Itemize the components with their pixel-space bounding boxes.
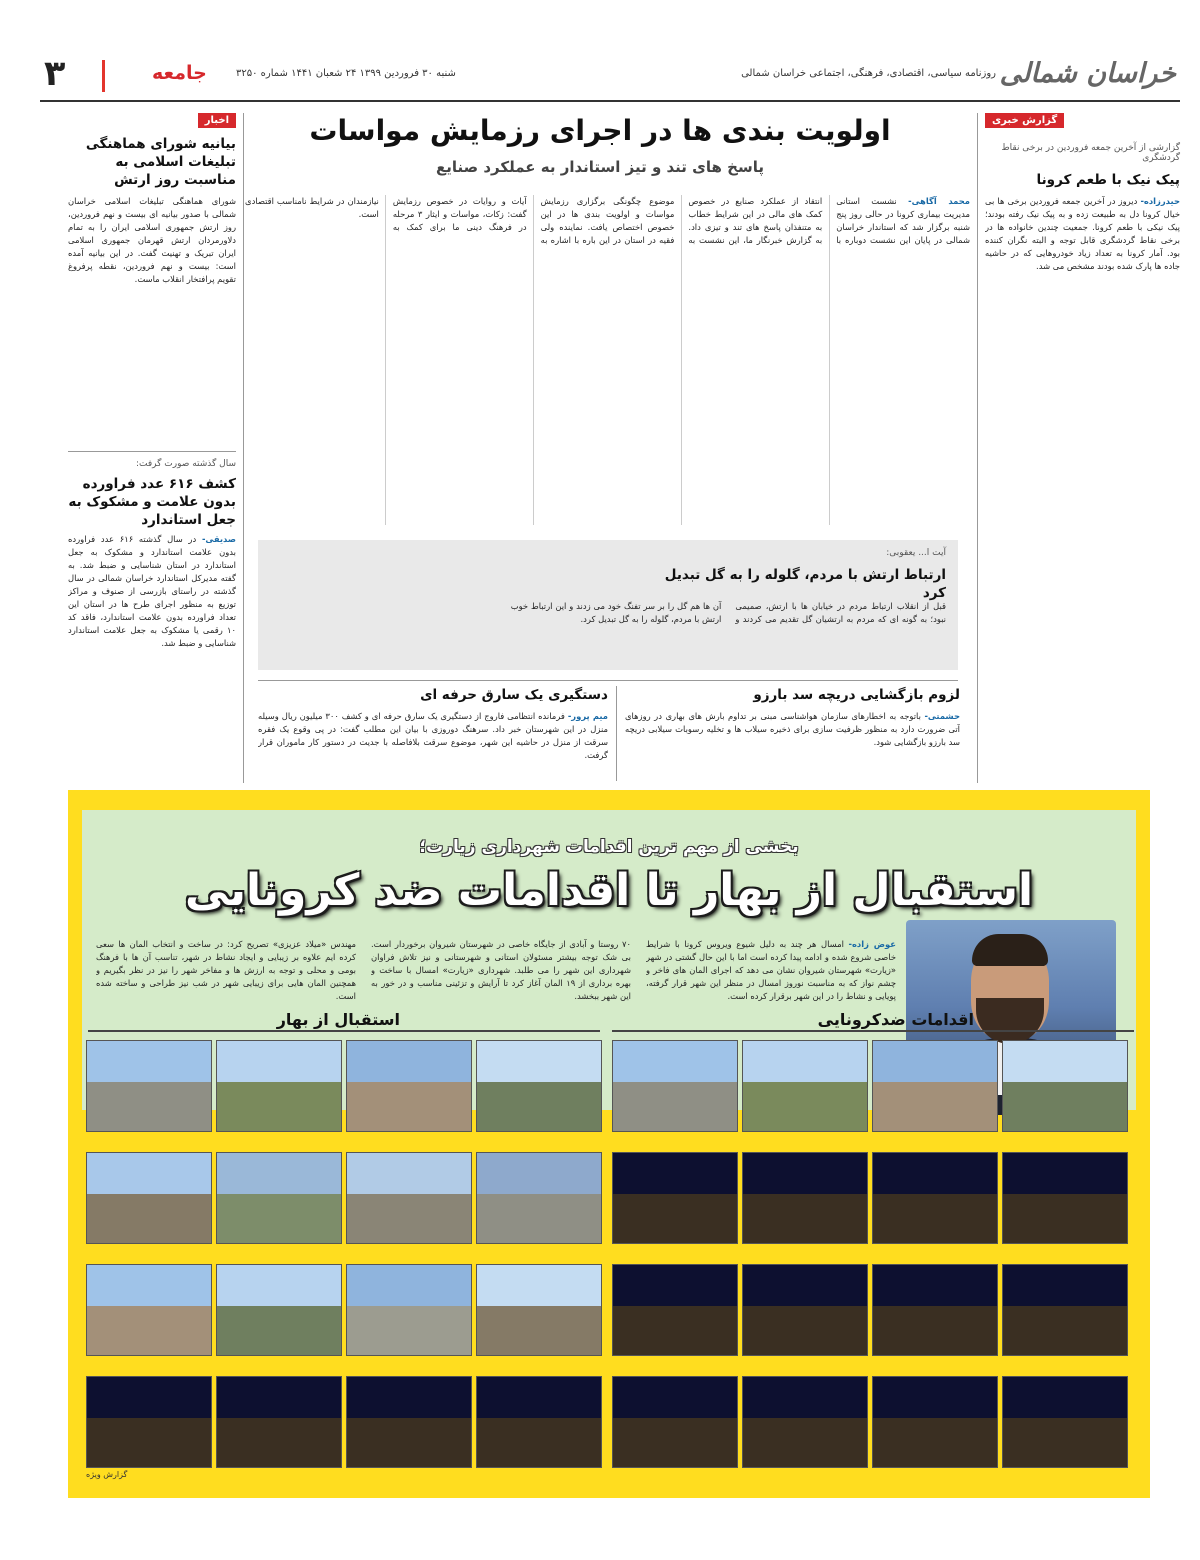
column-divider	[977, 113, 978, 783]
photo-ground	[613, 1418, 737, 1468]
section-rule-right	[612, 1030, 1134, 1032]
photo-ground	[613, 1306, 737, 1356]
photo-ground	[873, 1194, 997, 1244]
photo-sky	[477, 1377, 601, 1418]
gallery-photo	[216, 1040, 342, 1132]
photo-sky	[743, 1153, 867, 1194]
gallery-photo	[346, 1040, 472, 1132]
banner-kicker: بخشی از مهم ترین اقدامات شهرداری زیارت؛	[419, 837, 799, 857]
photo-ground	[873, 1082, 997, 1132]
photo-sky	[613, 1153, 737, 1194]
banner-byline: عوض زاده-	[848, 939, 896, 949]
photo-sky	[477, 1265, 601, 1306]
gallery-photo	[216, 1264, 342, 1356]
photo-sky	[477, 1153, 601, 1194]
photo-ground	[477, 1082, 601, 1132]
left-second-kicker: سال گذشته صورت گرفت:	[135, 459, 236, 469]
photo-sky	[347, 1153, 471, 1194]
photo-ground	[873, 1306, 997, 1356]
gallery-photo	[612, 1376, 738, 1468]
lower-left-byline: میم پرور-	[567, 711, 608, 721]
gallery-photo	[742, 1376, 868, 1468]
photo-ground	[613, 1082, 737, 1132]
main-story-body	[245, 195, 970, 525]
left-news-title: بیانیه شورای هماهنگی تبلیغات اسلامی به مناسبت روز ارتش	[85, 136, 236, 188]
section-rule-left	[88, 1030, 600, 1032]
photo-credit: گزارش ویژه	[86, 1470, 128, 1479]
photo-sky	[87, 1265, 211, 1306]
main-story-title: اولویت بندی ها در اجرای رزمایش مواسات	[309, 114, 891, 147]
gallery-photo	[1002, 1376, 1128, 1468]
right-news-tag: گزارش خبری	[985, 113, 1064, 128]
banner-col-1-text: امسال هر چند به دلیل شیوع ویروس کرونا با شرایط خاصی شروع شده و ادامه پیدا کرده است اما با این حال گشتی در شهر «زیارت» شهرستان شیروان نشان می دهد که اجرای المان های فاخر و چشم نواز که به مناسبت نوروز امسال در منظر این شهر قرار گرفته، پویایی و نشاط را در این شهر برقرار کرده است.	[646, 939, 896, 1001]
gallery-photo	[476, 1264, 602, 1356]
gallery-photo	[1002, 1264, 1128, 1356]
gallery-photo	[86, 1264, 212, 1356]
right-news-byline: حیدرزاده-	[1140, 196, 1180, 206]
photo-ground	[743, 1418, 867, 1468]
photo-sky	[347, 1041, 471, 1082]
photo-ground	[1003, 1418, 1127, 1468]
photo-sky	[613, 1377, 737, 1418]
photo-ground	[217, 1194, 341, 1244]
photo-sky	[613, 1265, 737, 1306]
left-second-byline: صدیقی-	[201, 534, 236, 544]
gallery-photo	[86, 1152, 212, 1244]
left-news-column	[68, 113, 236, 783]
quote-body: قبل از انقلاب ارتباط مردم در خیابان ها با ارتش، صمیمی نبود؛ به گونه ای که مردم به ارتشیان گل تقدیم می کردند و آن ها هم گل را بر سر تفنگ خود می زدند و این ارتباط خوب ارتش با مردم، گلوله را به گل تبدیل کرد.	[510, 601, 946, 624]
photo-ground	[613, 1194, 737, 1244]
section-heading-spring: استقبال از بهار	[276, 1010, 400, 1029]
photo-sky	[873, 1153, 997, 1194]
gallery-photo	[476, 1152, 602, 1244]
gallery-photo	[872, 1376, 998, 1468]
photo-ground	[477, 1306, 601, 1356]
gallery-photo	[742, 1264, 868, 1356]
main-story-subtitle: پاسخ های تند و تیز استاندار به عملکرد صنایع	[436, 158, 764, 176]
photo-ground	[347, 1082, 471, 1132]
gallery-photo	[742, 1152, 868, 1244]
left-second-text: در سال گذشته ۶۱۶ عدد فراورده بدون علامت استاندارد و مشکوک به جعل استاندارد در استان شناسایی و ضبط شد. به گفته مدیرکل استاندارد خراسان شمالی در سال گذشته در راستای بازرسی از صنوف و مراکز توزیع به منظور اجرای طرح ها در استان این تعداد فراورده بدون علامت استاندارد، فاقد کد ۱۰ رقمی یا مشکوک به جعل علامت استاندارد شناسایی و ضبط شد.	[68, 534, 236, 648]
gallery-photo	[742, 1040, 868, 1132]
right-news-title: پیک نیک با طعم کرونا	[1036, 172, 1180, 188]
photo-ground	[87, 1306, 211, 1356]
photo-ground	[1003, 1082, 1127, 1132]
photo-sky	[1003, 1377, 1127, 1418]
photo-sky	[217, 1265, 341, 1306]
photo-ground	[743, 1082, 867, 1132]
lower-right-byline: حشمتی-	[924, 711, 960, 721]
photo-sky	[743, 1041, 867, 1082]
gallery-photo	[612, 1264, 738, 1356]
lower-left-text: فرمانده انتظامی فاروج از دستگیری یک سارق حرفه ای و کشف ۳۰۰ میلیون ریال وسیله منزل در این شهرستان خبر داد. سرهنگ دوروزی با بیان این مطلب گفت: در پی وقوع یک فقره سرقت از منزل در حاشیه این شهر، موضوع سرقت بلافاصله با جدیت در دستور کار ماموران قرار گرفت.	[258, 711, 608, 760]
column-divider	[243, 113, 244, 783]
photo-ground	[347, 1194, 471, 1244]
lower-left-title: دستگیری یک سارق حرفه ای	[420, 687, 608, 703]
photo-ground	[87, 1082, 211, 1132]
photo-ground	[743, 1194, 867, 1244]
photo-sky	[1003, 1041, 1127, 1082]
gallery-photo	[346, 1264, 472, 1356]
photo-ground	[347, 1306, 471, 1356]
masthead	[40, 52, 1180, 102]
gallery-photo	[872, 1264, 998, 1356]
gallery-photo	[612, 1152, 738, 1244]
photo-ground	[1003, 1306, 1127, 1356]
photo-ground	[347, 1418, 471, 1468]
gallery-photo	[612, 1040, 738, 1132]
right-news-text: دیروز در آخرین جمعه فروردین برخی ها بی خیال کرونا دل به طبیعت زده و به پیک نیک رفته بودند؛ پیک نیکی با طعم کرونا. جمعیت چندین خانواده ها در برخی نقاط گردشگری قابل توجه و البته نگران کننده بود. آمار کرونا به تعداد زیاد خودروهایی که در حاشیه جاده ها پارک شده بودند مشخص می شد.	[985, 196, 1180, 271]
banner-title: استقبال از بهار تا اقدامات ضد کرونایی	[184, 865, 1034, 916]
left-second-body	[68, 533, 236, 783]
gallery-photo	[216, 1152, 342, 1244]
photo-sky	[217, 1153, 341, 1194]
photo-sky	[1003, 1153, 1127, 1194]
gallery-photo	[872, 1040, 998, 1132]
lower-right-body	[625, 710, 960, 780]
photo-ground	[217, 1418, 341, 1468]
column-divider	[616, 686, 617, 781]
photo-sky	[87, 1041, 211, 1082]
gallery-photo	[1002, 1040, 1128, 1132]
gallery-photo	[1002, 1152, 1128, 1244]
gallery-photo	[476, 1040, 602, 1132]
right-news-column	[985, 113, 1180, 783]
gallery-photo	[216, 1376, 342, 1468]
photo-sky	[87, 1153, 211, 1194]
section-heading-anti-corona: اقدامات ضدکرونایی	[817, 1010, 974, 1029]
photo-sky	[743, 1265, 867, 1306]
left-news-body: شورای هماهنگی تبلیغات اسلامی خراسان شمالی با صدور بیانیه ای بیست و نهم فروردین، روز ارتش جمهوری اسلامی ایران را به تمام دلاورمردان ارتش قهرمان جمهوری اسلامی ایران تبریک و تهنیت گفت. در این بیانیه آمده است: بیست و نهم فروردین، نقطه پرفروغ تقویم پرافتخار انقلاب ماست.	[68, 196, 236, 284]
lower-right-title: لزوم بازگشایی دریچه سد بارزو	[753, 687, 960, 703]
photo-ground	[217, 1082, 341, 1132]
banner-col-2: ۷۰ روستا و آبادی از جایگاه خاصی در شهرستان شیروان برخوردار است. بی شک توجه بیشتر مسئولان استانی و شهرستانی و نیز تلاش فراوان شهرداری این شهر را می طلبد. شهرداری «زیارت» امسال با ساخت و بهره برداری از ۱۹ المان آغاز کرد تا آرایش و تزئینی مناسب و در خور به این شهر ببخشد.	[371, 939, 631, 1001]
section-name: جامعه	[152, 62, 207, 84]
photo-sky	[613, 1041, 737, 1082]
photo-sky	[217, 1377, 341, 1418]
gallery-photo	[476, 1376, 602, 1468]
quote-box	[258, 540, 958, 670]
main-story-byline: محمد آگاهی-	[908, 196, 970, 206]
right-news-body	[985, 195, 1180, 783]
photo-sky	[873, 1377, 997, 1418]
photo-sky	[217, 1041, 341, 1082]
gallery-photo	[86, 1376, 212, 1468]
quote-title: ارتباط ارتش با مردم، گلوله را به گل تبدیل کرد	[664, 567, 946, 601]
issue-date: شنبه ۳۰ فروردین ۱۳۹۹ ۲۴ شعبان ۱۴۴۱ شماره ۳۲۵۰	[236, 68, 456, 79]
photo-ground	[477, 1418, 601, 1468]
lower-left-story	[258, 686, 608, 781]
photo-ground	[743, 1306, 867, 1356]
photo-sky	[873, 1265, 997, 1306]
gallery-photo	[86, 1040, 212, 1132]
photo-sky	[477, 1041, 601, 1082]
portrait-hair	[972, 934, 1048, 966]
photo-ground	[477, 1194, 601, 1244]
photo-sky	[1003, 1265, 1127, 1306]
photo-ground	[87, 1418, 211, 1468]
photo-ground	[1003, 1194, 1127, 1244]
photo-ground	[87, 1194, 211, 1244]
left-second-title: کشف ۶۱۶ عدد فراورده بدون علامت و مشکوک به جعل استاندارد	[68, 476, 236, 528]
right-news-kicker: گزارشی از آخرین جمعه فروردین در برخی نقاط گردشگری	[1001, 143, 1180, 163]
photo-ground	[217, 1306, 341, 1356]
lower-right-story	[625, 686, 960, 781]
portrait-beard	[976, 998, 1044, 1044]
photo-sky	[743, 1377, 867, 1418]
left-news-tag: اخبار	[198, 113, 236, 128]
masthead-divider	[102, 60, 105, 92]
newspaper-tagline: روزنامه سیاسی، اقتصادی، فرهنگی، اجتماعی خراسان شمالی	[741, 68, 996, 79]
main-story-text: نشست استانی مدیریت بیماری کرونا در حالی روز پنج شنبه برگزار شد که استاندار خراسان شمالی در پایان این نشست دوباره با انتقاد از عملکرد صنایع در خصوص کمک های مالی در این شرایط خطاب به متنفذان پاسخ های تند و تیزی داد. به گزارش خبرنگار ما، این نشست به موضوع چگونگی برگزاری رزمایش مواسات و اولویت بندی ها در این خصوص اختصاص یافت. نماینده ولی فقیه در استان در این باره با اشاره به آیات و روایات در خصوص رزمایش گفت: زکات، مواسات و ایثار ۳ مرحله در فرهنگ دینی ما برای کمک به نیازمندان در شرایط نامناسب اقتصادی است.	[245, 196, 970, 245]
gallery-photo	[346, 1152, 472, 1244]
lower-right-text: باتوجه به اخطارهای سازمان هواشناسی مبنی بر تداوم بارش های بهاری در روزهای آتی ضرورت دارد به منظور ظرفیت سازی برای ذخیره سیلاب ها و تخلیه رسوبات سیلابی دریچه سد بارزو بازگشایی شود.	[625, 711, 960, 747]
banner-col-3: مهندس «میلاد عزیزی» تصریح کرد: در ساخت و انتخاب المان ها سعی کرده ایم علاوه بر زیبایی و ایجاد نشاط در شهر، تناسب آن ها با فرهنگ بومی و محلی و توجه به ارزش ها و مفاخر شهر را نیز در نظر بگیریم و همچنین المان هایی برای زیبایی شهر در شب نیز طراحی و ساخته شده است.	[96, 939, 356, 1001]
gallery-photo	[346, 1376, 472, 1468]
photo-sky	[347, 1265, 471, 1306]
quote-kicker: آیت ا... یعقوبی:	[886, 548, 946, 558]
gallery-photo	[872, 1152, 998, 1244]
left-news-divider	[68, 451, 236, 452]
photo-ground	[873, 1418, 997, 1468]
photo-sky	[873, 1041, 997, 1082]
newspaper-logo: خراسان شمالی	[999, 58, 1176, 89]
photo-sky	[87, 1377, 211, 1418]
lower-left-body	[258, 710, 608, 780]
lower-rule	[258, 680, 958, 681]
photo-sky	[347, 1377, 471, 1418]
page-number: ۳	[44, 54, 66, 94]
